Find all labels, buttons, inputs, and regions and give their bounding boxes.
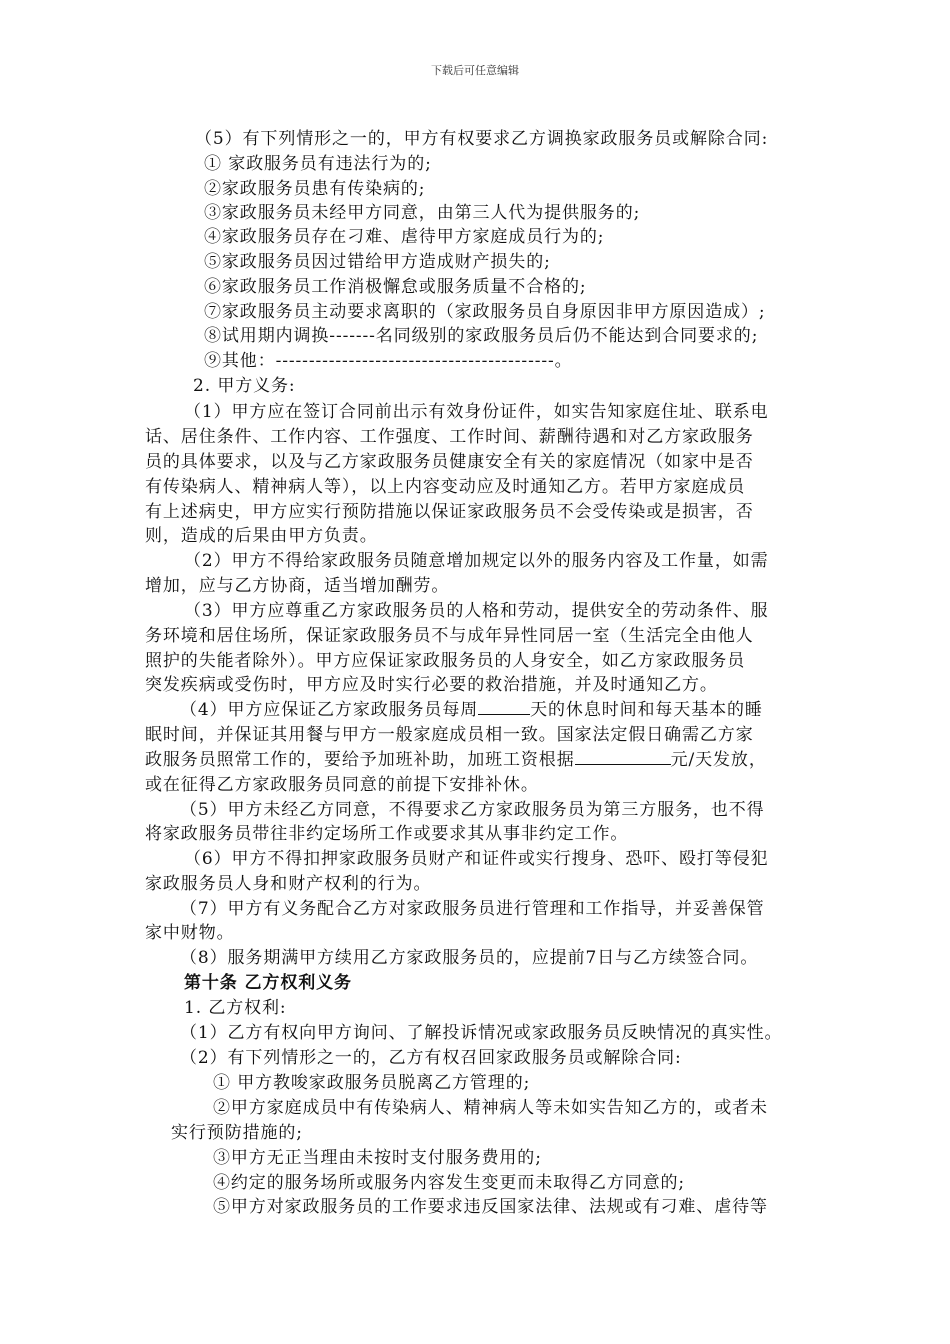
section-heading: 2. 甲方义务: xyxy=(193,376,296,396)
list-item-2: ②家政服务员患有传染病的; xyxy=(204,179,426,199)
paragraph-line: 将家政服务员带往非约定场所工作或要求其从事非约定工作。 xyxy=(145,824,629,844)
list-item-7: ⑦家政服务员主动要求离职的（家政服务员自身原因非甲方原因造成）; xyxy=(204,302,766,322)
list-item-3: ③家政服务员未经甲方同意，由第三人代为提供服务的; xyxy=(204,203,641,223)
paragraph-text: 天的休息时间和每天基本的睡 xyxy=(530,700,763,720)
paragraph-text: 政服务员照常工作的，要给予加班补助，加班工资根据 xyxy=(145,750,575,770)
paragraph-line: 照护的失能者除外）。甲方应保证家政服务员的人身安全，如乙方家政服务员 xyxy=(145,651,746,671)
paragraph-line: （7）甲方有义务配合乙方对家政服务员进行管理和工作指导，并妥善保管 xyxy=(180,899,765,919)
paragraph-line: 话、居住条件、工作内容、工作强度、工作时间、薪酬待遇和对乙方家政服务 xyxy=(145,427,754,447)
paragraph-line: 务环境和居住场所，保证家政服务员不与成年异性同居一室（生活完全由他人 xyxy=(145,626,754,646)
paragraph-line: （2）有下列情形之一的，乙方有权召回家政服务员或解除合同: xyxy=(180,1048,682,1068)
page-header: 下载后可任意编辑 xyxy=(431,64,519,77)
paragraph-line: 突发疾病或受伤时，甲方应及时实行必要的救治措施，并及时通知乙方。 xyxy=(145,675,718,695)
paragraph-line: 有上述病史，甲方应实行预防措施以保证家政服务员不会受传染或是损害，否 xyxy=(145,502,754,522)
article-10-heading: 第十条 乙方权利义务 xyxy=(184,973,352,993)
paragraph-line: 家中财物。 xyxy=(145,923,235,943)
blank-days-field xyxy=(478,700,530,715)
list-item-3: ③甲方无正当理由未按时支付服务费用的; xyxy=(213,1148,542,1168)
list-item-8: ⑧试用期内调换-------名同级别的家政服务员后仍不能达到合同要求的; xyxy=(204,326,759,346)
list-item-2: ②甲方家庭成员中有传染病人、精神病人等未如实告知乙方的，或者未 xyxy=(213,1098,768,1118)
paragraph-text: （4）甲方应保证乙方家政服务员每周 xyxy=(180,700,479,720)
list-item-2-cont: 实行预防措施的; xyxy=(171,1123,303,1143)
paragraph-line: 有传染病人、精神病人等），以上内容变动应及时通知乙方。若甲方家庭成员 xyxy=(145,477,746,497)
list-item-6: ⑥家政服务员工作消极懈怠或服务质量不合格的; xyxy=(204,277,587,297)
blank-wage-field xyxy=(575,750,671,765)
paragraph-line: （1）乙方有权向甲方询问、了解投诉情况或家政服务员反映情况的真实性。 xyxy=(180,1023,783,1043)
paragraph-line: （6）甲方不得扣押家政服务员财产和证件或实行搜身、恐吓、殴打等侵犯 xyxy=(184,849,769,869)
section-heading: 1. 乙方权利: xyxy=(184,998,287,1018)
paragraph-line xyxy=(145,749,767,771)
paragraph-line: 家政服务员人身和财产权利的行为。 xyxy=(145,874,432,894)
list-item-5: ⑤家政服务员因过错给甲方造成财产损失的; xyxy=(204,252,551,272)
paragraph-line: 增加，应与乙方协商，适当增加酬劳。 xyxy=(145,576,450,596)
paragraph-line: （3）甲方应尊重乙方家政服务员的人格和劳动，提供安全的劳动条件、服 xyxy=(184,601,769,621)
paragraph-line: 或在征得乙方家政服务员同意的前提下安排补休。 xyxy=(145,775,539,795)
list-item-4: ④约定的服务场所或服务内容发生变更而未取得乙方同意的; xyxy=(213,1173,686,1193)
paragraph-line: 则，造成的后果由甲方负责。 xyxy=(145,526,378,546)
list-item-1: ① 甲方教唆家政服务员脱离乙方管理的; xyxy=(213,1073,531,1093)
paragraph-line: （8）服务期满甲方续用乙方家政服务员的，应提前7日与乙方续签合同。 xyxy=(180,948,759,968)
list-item-4: ④家政服务员存在刁难、虐待甲方家庭成员行为的; xyxy=(204,227,605,247)
list-item-1: ① 家政服务员有违法行为的; xyxy=(204,154,432,174)
paragraph-line: （2）甲方不得给家政服务员随意增加规定以外的服务内容及工作量，如需 xyxy=(184,551,769,571)
paragraph-line: 眠时间，并保证其用餐与甲方一般家庭成员相一致。国家法定假日确需乙方家 xyxy=(145,725,754,745)
clause-5: （5）有下列情形之一的，甲方有权要求乙方调换家政服务员或解除合同: xyxy=(195,129,769,149)
list-item-5: ⑤甲方对家政服务员的工作要求违反国家法律、法规或有刁难、虐待等 xyxy=(213,1197,768,1217)
paragraph-line: （5）甲方未经乙方同意，不得要求乙方家政服务员为第三方服务，也不得 xyxy=(180,800,765,820)
paragraph-line: （1）甲方应在签订合同前出示有效身份证件，如实告知家庭住址、联系电 xyxy=(184,402,769,422)
list-item-9: ⑨其他：------------------------------------------。 xyxy=(204,351,573,371)
paragraph-line xyxy=(180,699,763,721)
paragraph-text: 元/天发放， xyxy=(670,750,767,770)
paragraph-line: 员的具体要求，以及与乙方家政服务员健康安全有关的家庭情况（如家中是否 xyxy=(145,452,754,472)
